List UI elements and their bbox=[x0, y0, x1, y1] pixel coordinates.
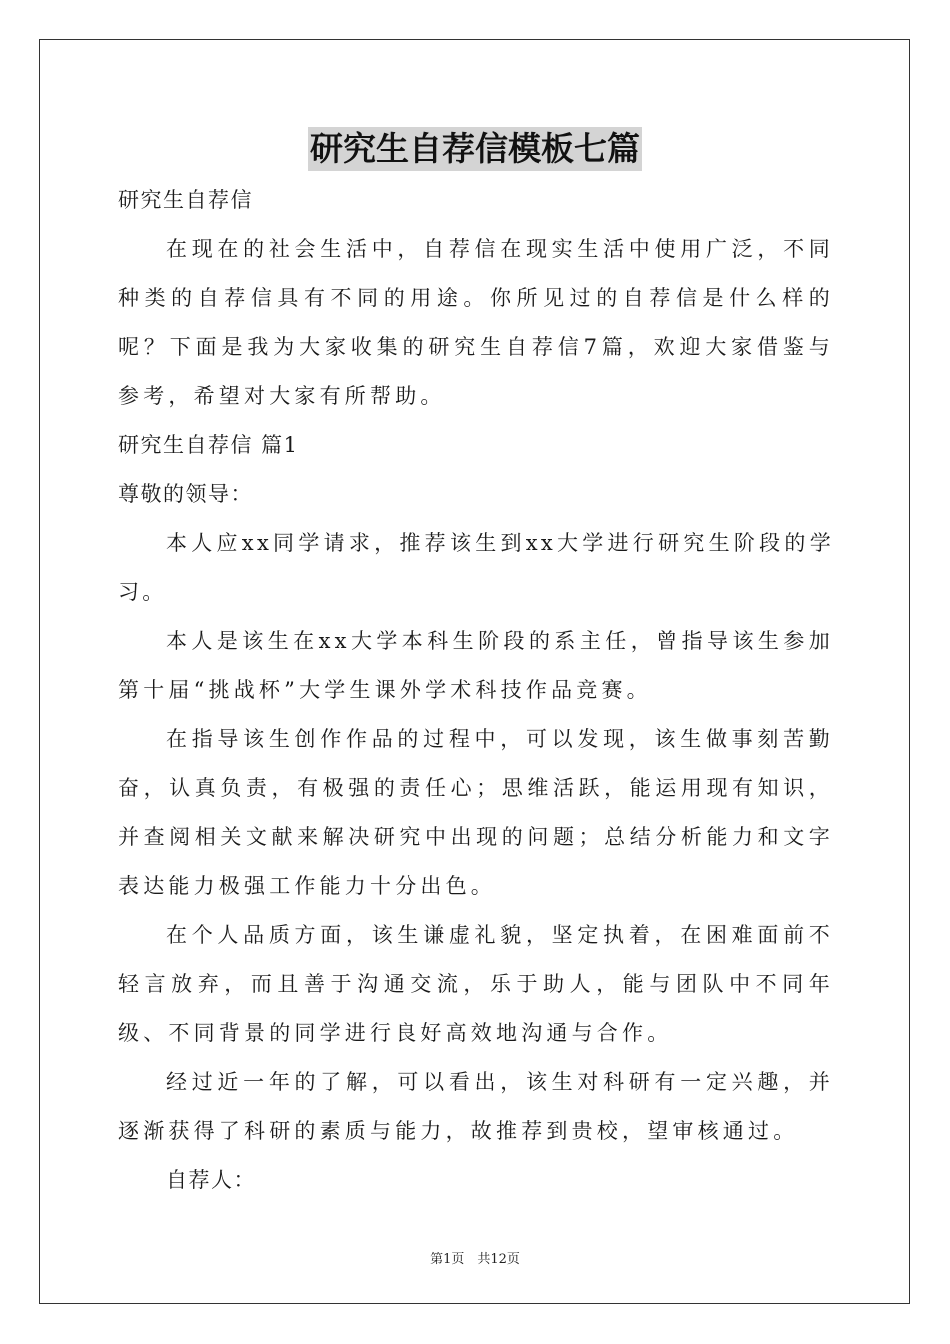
body-paragraph: 经过近一年的了解，可以看出，该生对科研有一定兴趣，并逐渐获得了科研的素质与能力，故推荐到贵校，望审核通过。 bbox=[118, 1070, 834, 1143]
body-paragraph: 本人是该生在xx大学本科生阶段的系主任，曾指导该生参加第十届“挑战杯”大学生课外学术科技作品竞赛。 bbox=[118, 629, 834, 702]
page-number: 第1页 共12页 bbox=[430, 1252, 520, 1267]
signature-label: 自荐人： bbox=[166, 1168, 256, 1192]
section-heading: 研究生自荐信 bbox=[118, 188, 253, 212]
intro-paragraph: 在现在的社会生活中，自荐信在现实生活中使用广泛，不同种类的自荐信具有不同的用途。你所见过的自荐信是什么样的呢？下面是我为大家收集的研究生自荐信7篇，欢迎大家借鉴与参考，希望对大家有所帮助。 bbox=[118, 237, 834, 408]
document-title: 研究生自荐信模板七篇 bbox=[308, 127, 642, 171]
part-heading: 研究生自荐信 篇1 bbox=[118, 433, 299, 457]
page-footer bbox=[0, 1248, 950, 1267]
body-paragraph: 在个人品质方面，该生谦虚礼貌，坚定执着，在困难面前不轻言放弃，而且善于沟通交流，乐于助人，能与团队中不同年级、不同背景的同学进行良好高效地沟通与合作。 bbox=[118, 923, 834, 1045]
salutation: 尊敬的领导： bbox=[118, 482, 253, 506]
title-container bbox=[0, 127, 950, 171]
document-body bbox=[118, 176, 834, 1205]
body-paragraph: 本人应xx同学请求，推荐该生到xx大学进行研究生阶段的学习。 bbox=[118, 531, 834, 604]
body-paragraph: 在指导该生创作作品的过程中，可以发现，该生做事刻苦勤奋，认真负责，有极强的责任心；思维活跃，能运用现有知识，并查阅相关文献来解决研究中出现的问题；总结分析能力和文字表达能力极强工作能力十分出色。 bbox=[118, 727, 834, 898]
